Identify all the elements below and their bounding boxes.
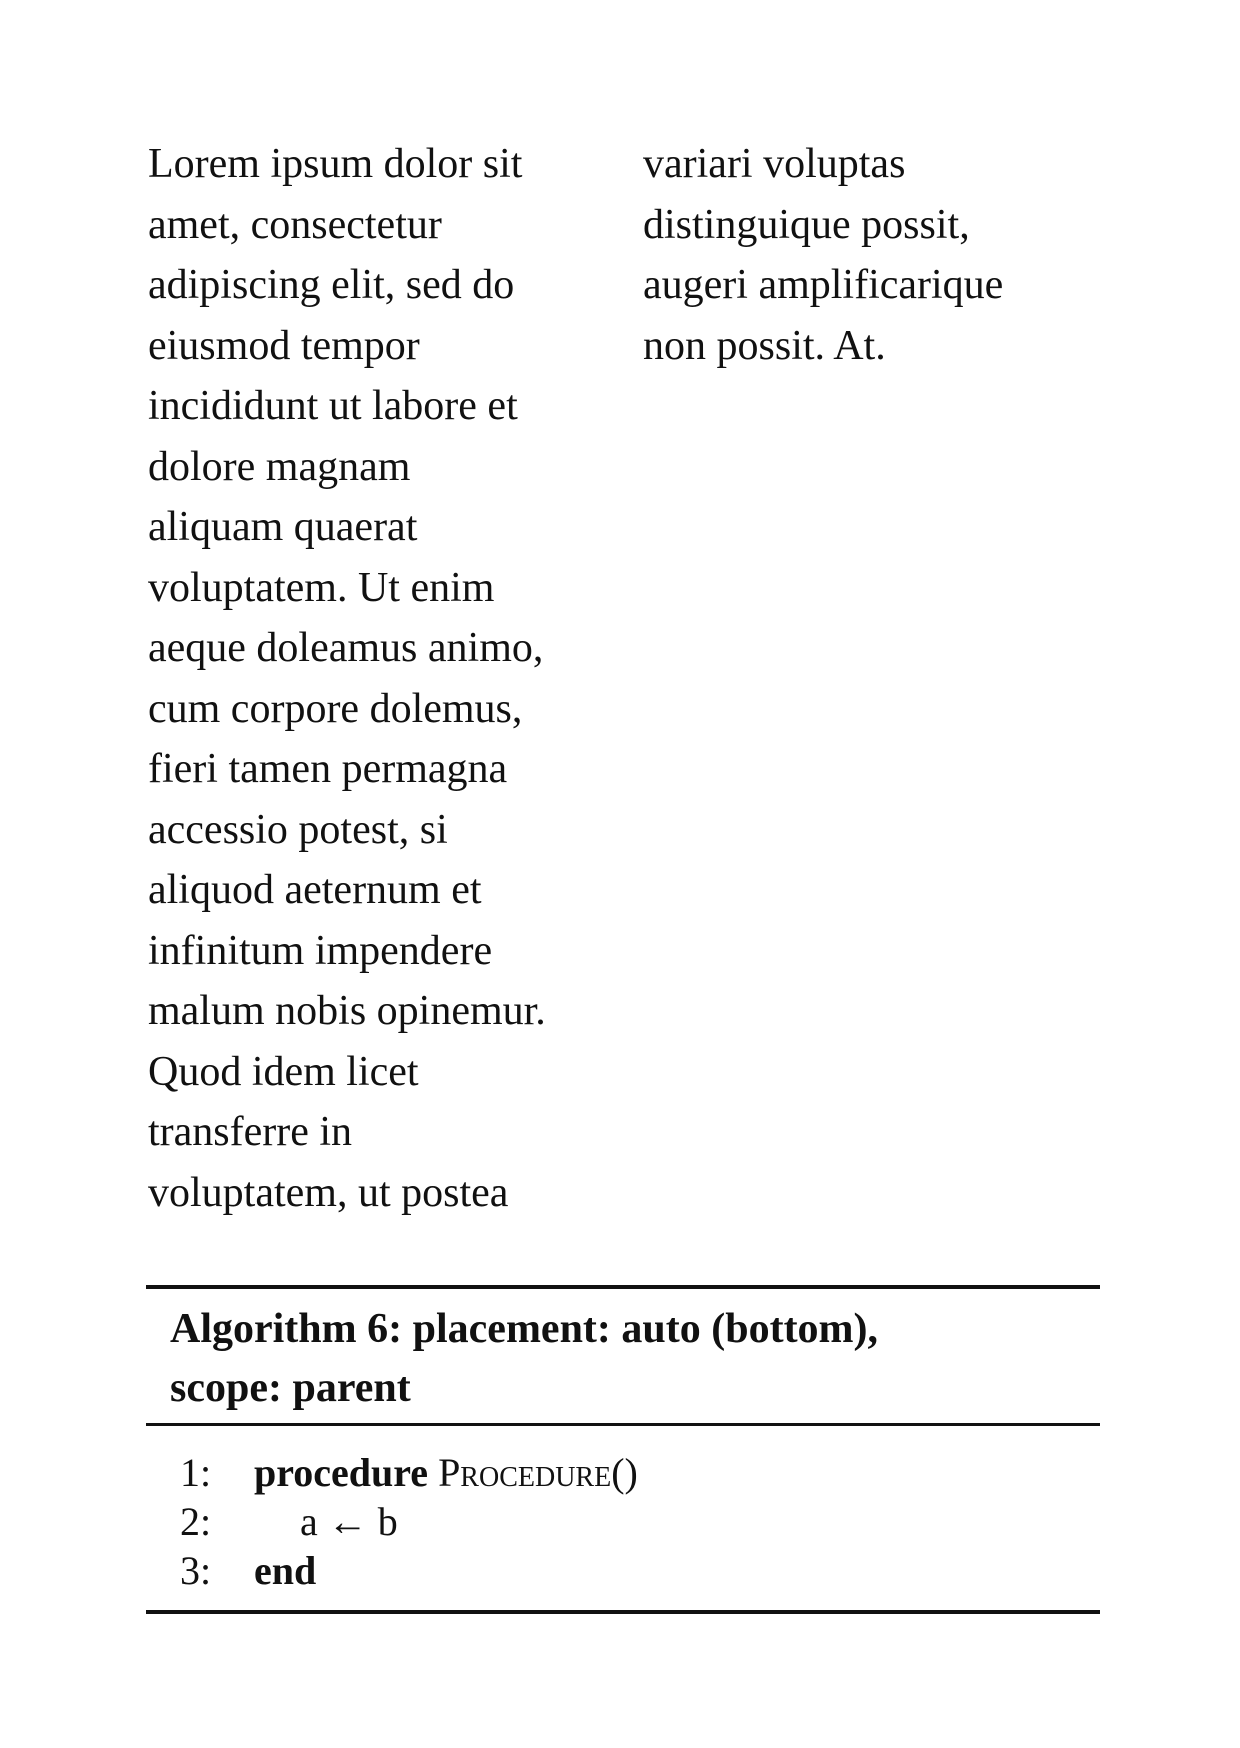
paragraph-line: infinitum impendere [148, 927, 493, 974]
paragraph-line: aliquod aeternum et [148, 867, 482, 913]
paragraph-line: variari voluptas [643, 141, 906, 187]
procedure-args: () [611, 1450, 638, 1495]
algorithm-line [146, 1497, 1100, 1546]
paragraph-line: aeque doleamus animo, [148, 625, 544, 671]
paragraph-line: voluptatem. Ut enim [148, 564, 495, 611]
paragraph-line: aliquam quaerat [148, 504, 418, 550]
paragraph-line: accessio potest, si [148, 806, 448, 853]
paragraph-line: transferre in [148, 1109, 353, 1155]
line-number: 1: [180, 1450, 212, 1495]
paragraph-line: adipiscing elit, sed do [148, 262, 515, 308]
paragraph-line: malum nobis opinemur. [148, 988, 546, 1034]
paragraph-line: distinguique possit, [643, 201, 970, 248]
algorithm-caption [146, 1289, 1100, 1423]
algorithm-caption-line: scope: parent [170, 1365, 411, 1411]
line-number: 2: [180, 1499, 212, 1544]
text-column-right [643, 134, 1113, 376]
line-number: 3: [180, 1548, 212, 1593]
algorithm-line [146, 1546, 1100, 1595]
paragraph-line: Lorem ipsum dolor sit [148, 141, 523, 187]
paragraph-line: Quod idem licet [148, 1048, 419, 1095]
paragraph-line: fieri tamen permagna [148, 746, 508, 792]
algorithm-caption-line: Algorithm 6: placement: auto (bottom), [170, 1306, 879, 1352]
keyword-end: end [254, 1548, 317, 1593]
text-column-left [148, 134, 618, 1223]
keyword-procedure: procedure [254, 1450, 429, 1495]
algorithm-code [254, 1448, 638, 1497]
paragraph-line: augeri amplificarique [643, 262, 1004, 308]
algorithm-body [146, 1426, 1100, 1610]
paragraph-line: dolore magnam [148, 443, 411, 490]
algorithm-statement: a ← b [300, 1499, 398, 1544]
algorithm-bottom-rule [146, 1610, 1100, 1614]
paragraph-line: non possit. At. [643, 322, 886, 369]
paragraph-line: voluptatem, ut postea [148, 1169, 509, 1216]
paragraph-line: cum corpore dolemus, [148, 685, 523, 732]
algorithm-line [146, 1448, 1100, 1497]
algorithm-block [146, 1285, 1100, 1614]
procedure-name: Procedure [438, 1450, 612, 1495]
paragraph-line: amet, consectetur [148, 201, 442, 248]
paragraph-line: eiusmod tempor [148, 322, 420, 369]
paragraph-line: incididunt ut labore et [148, 383, 518, 429]
